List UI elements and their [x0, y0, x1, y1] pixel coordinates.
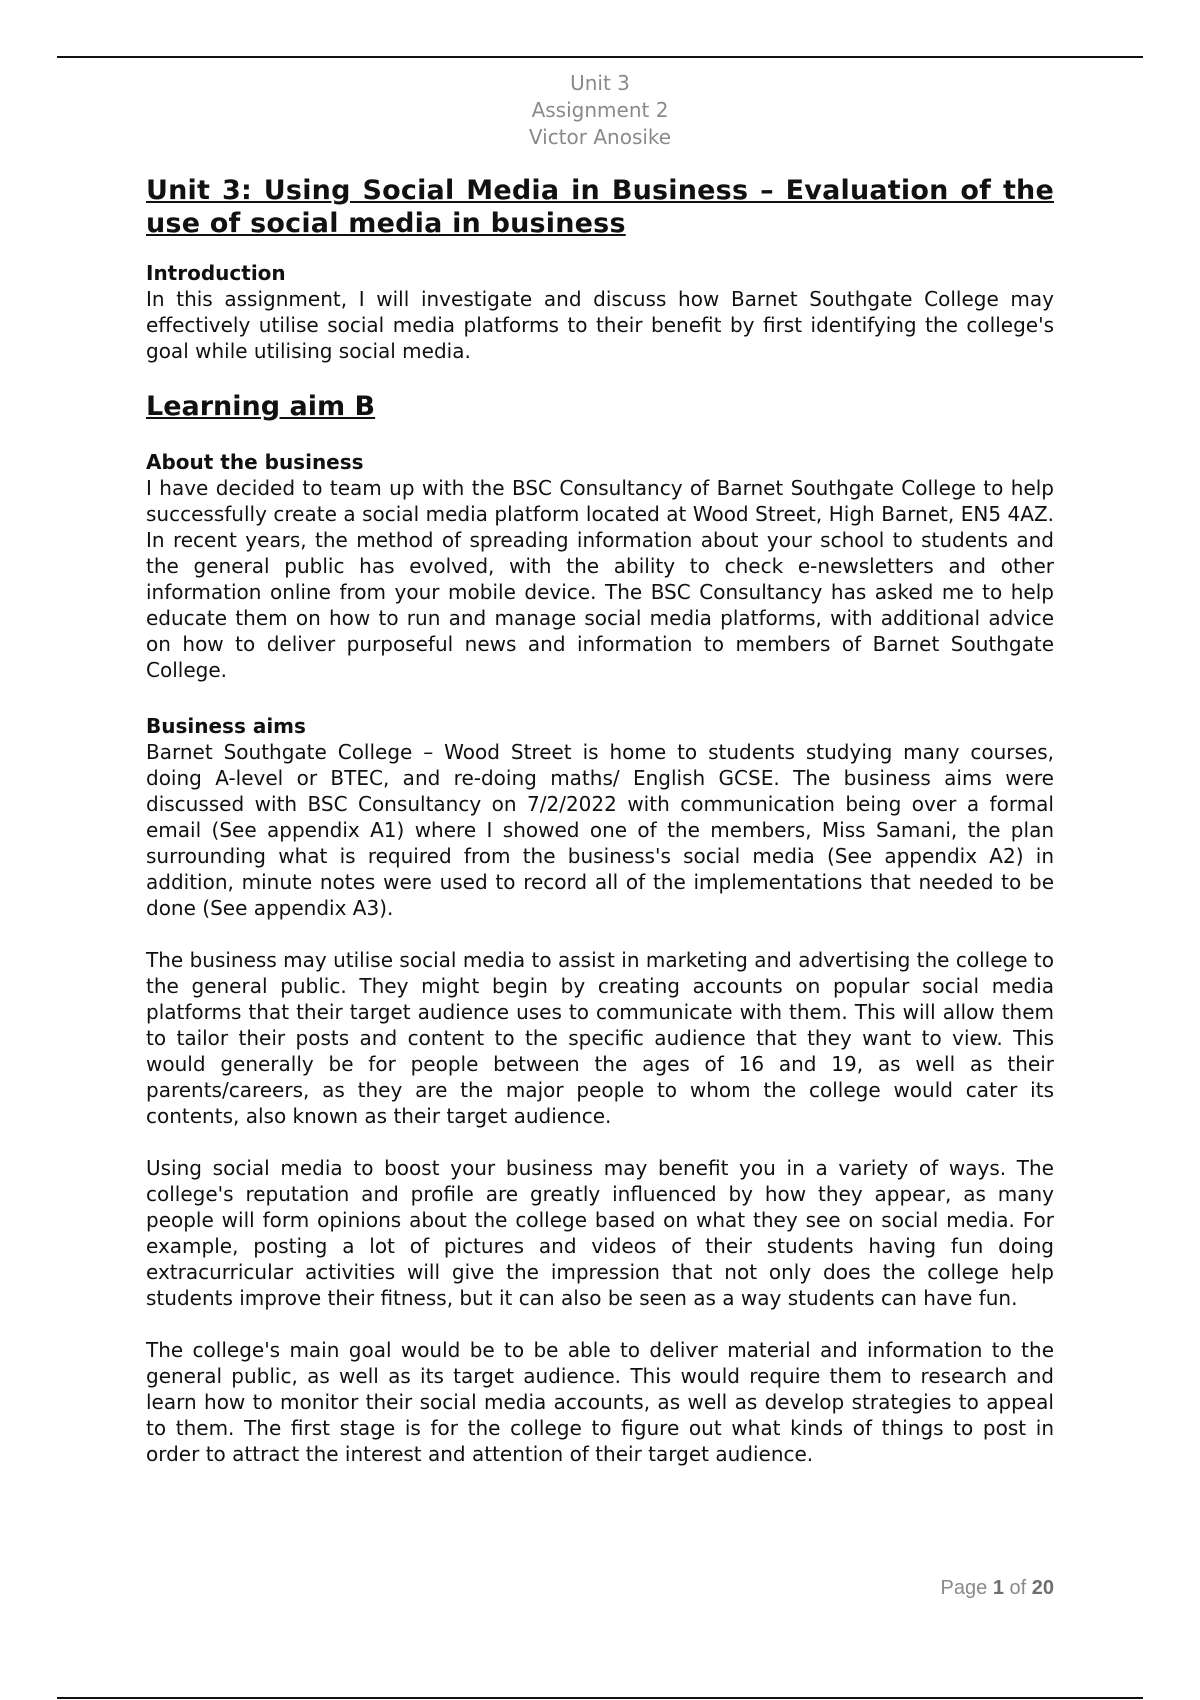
- introduction-text: In this assignment, I will investigate and discuss how Barnet Southgate College may effectively utilise social media platforms to their benefit by first identifying the college's goal while utilising social media.: [146, 287, 1054, 363]
- about-text: I have decided to team up with the BSC Consultancy of Barnet Southgate College to help successfully create a social media platform located at Wood Street, High Barnet, EN5 4AZ. In recent years, the method of spreading information about your school to students and the general public has evolved, with the ability to check e-newsletters and other information online from your mobile device. The BSC Consultancy has asked me to help educate them on how to run and manage social media platforms, with additional advice on how to deliver purposeful news and information to members of Barnet Southgate College.: [146, 476, 1054, 682]
- business-aims-paragraph-2: The business may utilise social media to assist in marketing and advertising the college to the general public. They might begin by creating accounts on popular social media platforms that their target audience uses to communicate with them. This will allow them to tailor their posts and content to the specific audience that they want to view. This would generally be for people between the ages of 16 and 19, as well as their parents/careers, as they are the major people to whom the college would cater its contents, also known as their target audience.: [146, 948, 1054, 1128]
- page-header: [0, 70, 1200, 151]
- document-title: Unit 3: Using Social Media in Business – Evaluation of the use of social media in business: [146, 175, 1054, 239]
- page-number: [941, 1577, 1054, 1600]
- business-aims-paragraph-3: Using social media to boost your business may benefit you in a variety of ways. The college's reputation and profile are greatly influenced by how they appear, as many people will form opinions about the college based on what they see on social media. For example, posting a lot of pictures and videos of their students having fun doing extracurricular activities will give the impression that not only does the college help students improve their fitness, but it can also be seen as a way students can have fun.: [146, 1156, 1054, 1310]
- current-page: 1: [992, 1577, 1004, 1599]
- about-heading: About the business: [146, 450, 364, 474]
- header-author: Victor Anosike: [528, 125, 672, 149]
- business-aims-paragraph-4: The college's main goal would be to be able to deliver material and information to the general public, as well as its target audience. This would require them to research and learn how to monitor their social media accounts, as well as develop strategies to appeal to them. The first stage is for the college to figure out what kinds of things to post in order to attract the interest and attention of their target audience.: [146, 1338, 1054, 1466]
- of-label: of: [1009, 1577, 1027, 1599]
- header-assignment: Assignment 2: [531, 98, 669, 122]
- business-aims-heading: Business aims: [146, 714, 306, 738]
- bottom-divider: [57, 1697, 1143, 1699]
- introduction-heading: Introduction: [146, 261, 286, 285]
- learning-aim-heading: Learning aim B: [146, 391, 376, 422]
- top-divider: [57, 56, 1143, 58]
- business-aims-paragraph-1: Barnet Southgate College – Wood Street is home to students studying many courses, doing A-level or BTEC, and re-doing maths/ English GCSE. The business aims were discussed with BSC Consultancy on 7/2/2022 with communication being over a formal email (See appendix A1) where I showed one of the members, Miss Samani, the plan surrounding what is required from the business's social media (See appendix A2) in addition, minute notes were used to record all of the implementations that needed to be done (See appendix A3).: [146, 740, 1054, 920]
- header-unit: Unit 3: [570, 71, 630, 95]
- document-body: [146, 174, 1054, 1467]
- page-label: Page: [940, 1577, 988, 1599]
- total-pages: 20: [1031, 1577, 1054, 1599]
